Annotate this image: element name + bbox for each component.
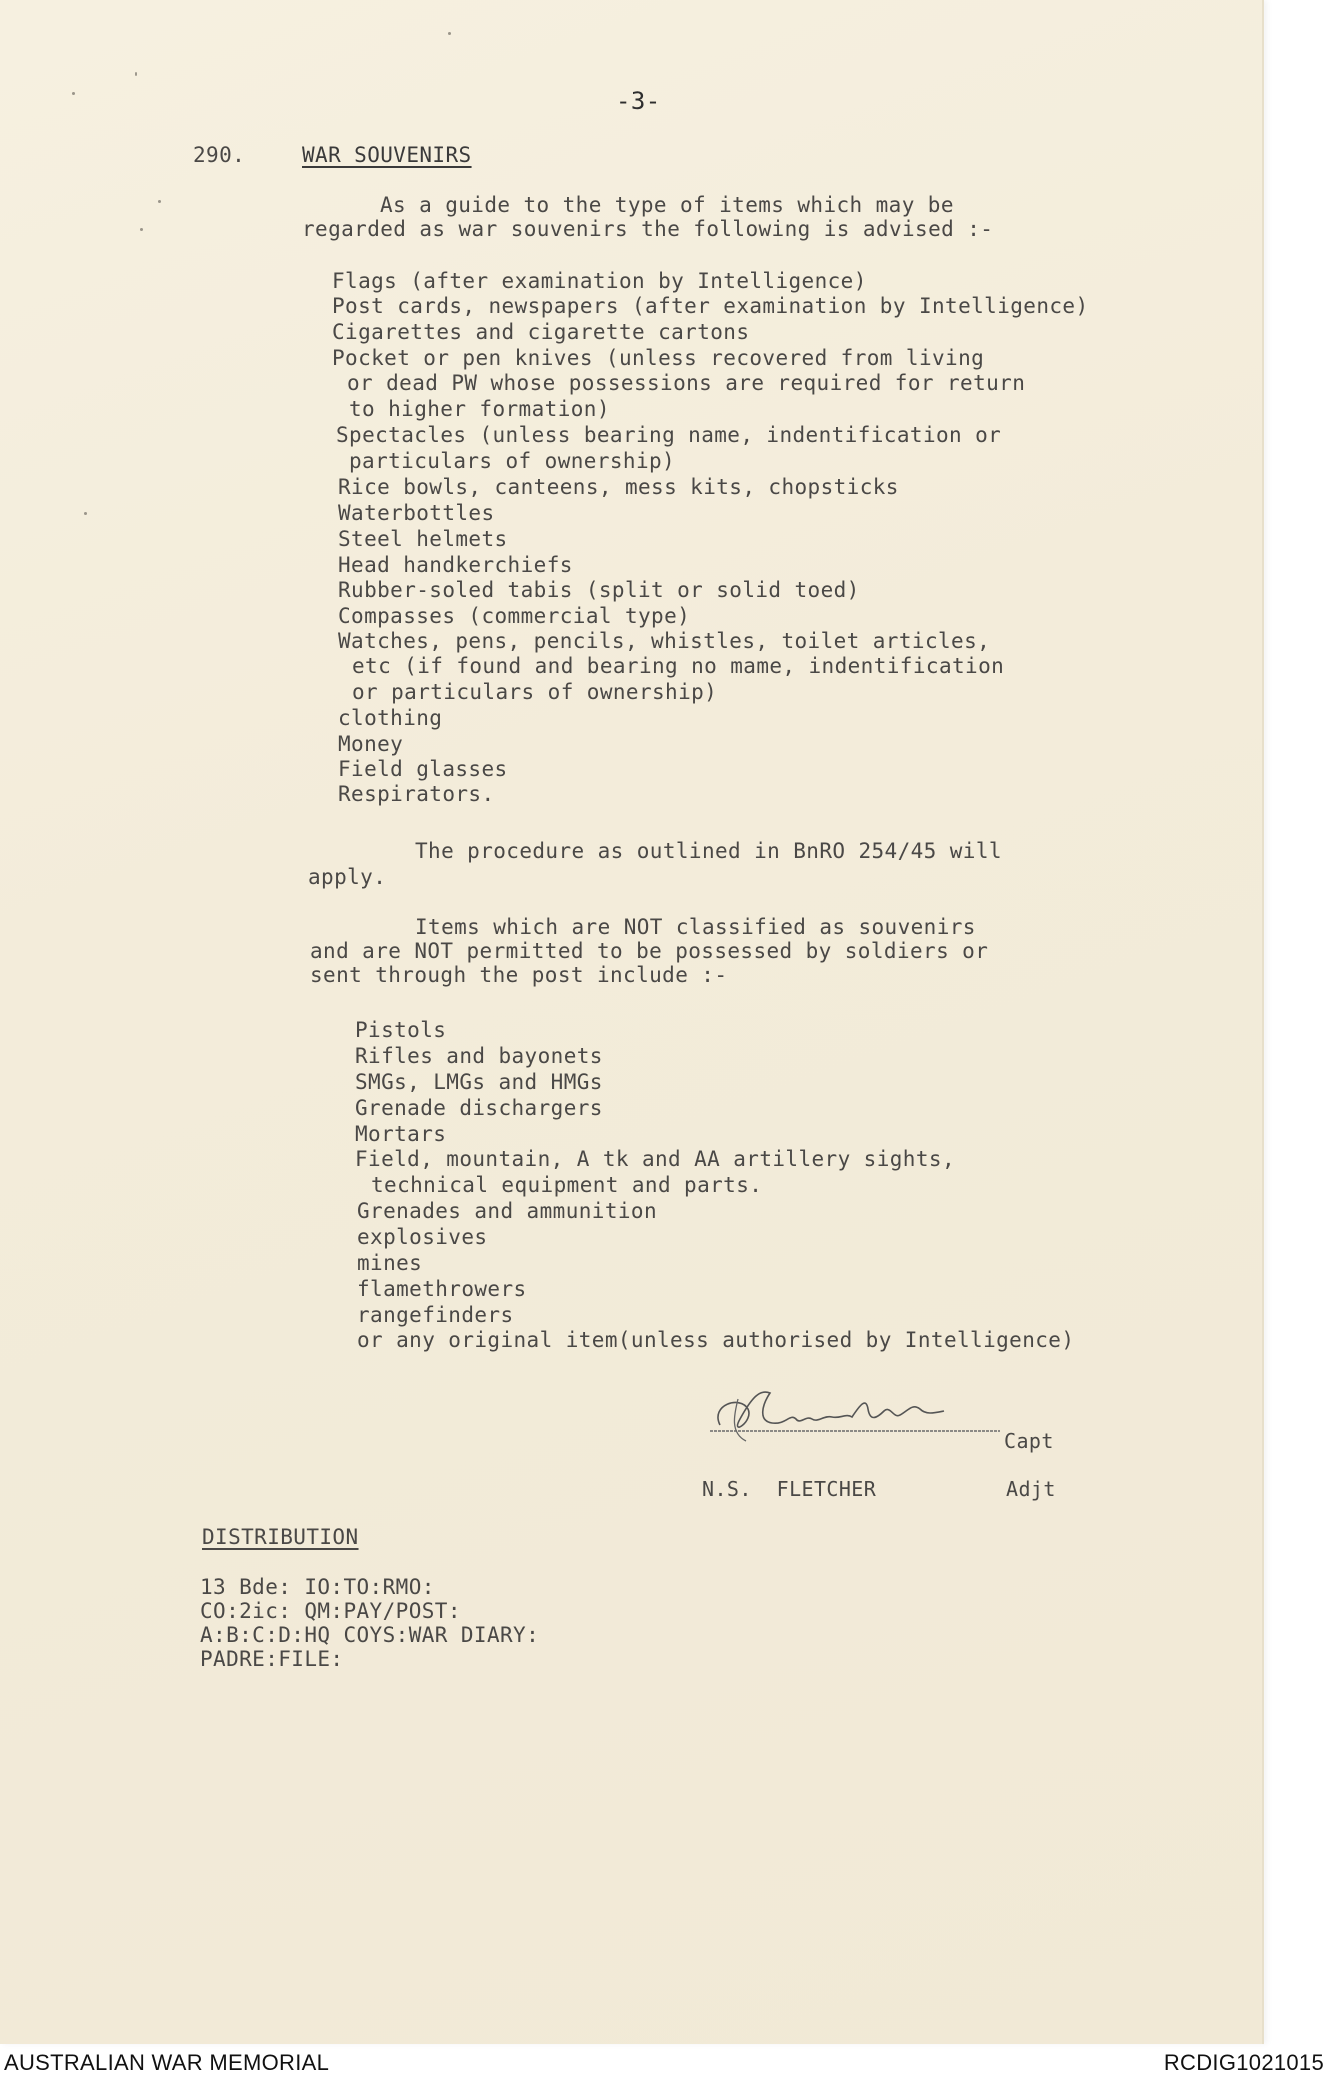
intro-line: regarded as war souvenirs the following is advised :-	[302, 217, 994, 241]
prohibited-item: rangefinders	[357, 1303, 514, 1327]
souvenir-item: particulars of ownership)	[349, 449, 676, 473]
signature-scribble	[700, 1375, 1020, 1455]
souvenir-item: Steel helmets	[338, 527, 508, 551]
souvenir-item: Money	[338, 732, 404, 756]
souvenir-item: Rubber-soled tabis (split or solid toed)	[338, 578, 860, 602]
prohibited-item: technical equipment and parts.	[371, 1173, 763, 1197]
prohibited-item: Field, mountain, A tk and AA artillery sights,	[355, 1147, 955, 1171]
souvenir-item: Watches, pens, pencils, whistles, toilet articles,	[338, 629, 991, 653]
paper-speck	[72, 92, 75, 95]
prohibited-item: Grenade dischargers	[355, 1096, 603, 1120]
paper-speck	[84, 512, 87, 515]
souvenir-item: Flags (after examination by Intelligence)	[332, 269, 867, 293]
signature-appointment: Adjt	[1006, 1477, 1056, 1501]
prohibited-item: SMGs, LMGs and HMGs	[355, 1070, 603, 1094]
prohibited-item: Mortars	[355, 1122, 447, 1146]
souvenir-item: Spectacles (unless bearing name, indentification or	[336, 423, 1002, 447]
distribution-line: 13 Bde: IO:TO:RMO:	[200, 1575, 435, 1599]
souvenir-item: Field glasses	[338, 757, 508, 781]
prohibited-item: explosives	[357, 1225, 488, 1249]
souvenir-item: etc (if found and bearing no mame, indentification	[352, 654, 1005, 678]
paper-speck	[158, 200, 161, 203]
prohibited-item: Grenades and ammunition	[357, 1199, 657, 1223]
souvenir-item: Compasses (commercial type)	[338, 604, 691, 628]
not-classified-line: sent through the post include :-	[310, 963, 728, 987]
paragraph-number: 290.	[193, 143, 246, 167]
procedure-line: apply.	[308, 865, 387, 889]
distribution-line: PADRE:FILE:	[200, 1647, 344, 1671]
souvenir-item: to higher formation)	[349, 397, 610, 421]
prohibited-item: Pistols	[355, 1018, 447, 1042]
souvenir-item: or particulars of ownership)	[352, 680, 718, 704]
intro-line: As a guide to the type of items which may be	[380, 193, 954, 217]
souvenir-item: or dead PW whose possessions are required for return	[347, 371, 1026, 395]
souvenir-item: Cigarettes and cigarette cartons	[332, 320, 750, 344]
distribution-heading: DISTRIBUTION	[202, 1525, 359, 1549]
prohibited-item: Rifles and bayonets	[355, 1044, 603, 1068]
distribution-line: A:B:C:D:HQ COYS:WAR DIARY:	[200, 1623, 540, 1647]
prohibited-item: flamethrowers	[357, 1277, 527, 1301]
prohibited-item: mines	[357, 1251, 423, 1275]
souvenir-item: Rice bowls, canteens, mess kits, chopsticks	[338, 475, 899, 499]
signature-name: N.S. FLETCHER	[702, 1477, 877, 1501]
section-heading: WAR SOUVENIRS	[302, 143, 472, 167]
souvenir-item: Respirators.	[338, 782, 495, 806]
distribution-line: CO:2ic: QM:PAY/POST:	[200, 1599, 461, 1623]
paper-speck	[140, 228, 143, 231]
not-classified-line: Items which are NOT classified as souvenirs	[415, 915, 976, 939]
procedure-line: The procedure as outlined in BnRO 254/45 will	[415, 839, 1002, 863]
souvenir-item: clothing	[338, 706, 443, 730]
souvenir-item: Pocket or pen knives (unless recovered from living	[332, 346, 985, 370]
page-number: -3-	[616, 87, 661, 115]
paper-speck	[448, 32, 451, 35]
not-classified-line: and are NOT permitted to be possessed by soldiers or	[310, 939, 989, 963]
souvenir-item: Head handkerchiefs	[338, 553, 573, 577]
footer-identifier: RCDIG1021015	[1163, 2050, 1324, 2075]
souvenir-item: Waterbottles	[338, 501, 495, 525]
signature-rank: Capt	[1004, 1429, 1054, 1453]
footer-institution: AUSTRALIAN WAR MEMORIAL	[4, 2050, 330, 2075]
souvenir-item: Post cards, newspapers (after examination by Intelligence)	[332, 294, 1089, 318]
prohibited-item: or any original item(unless authorised by Intelligence)	[357, 1328, 1075, 1352]
paper-speck	[135, 72, 137, 76]
